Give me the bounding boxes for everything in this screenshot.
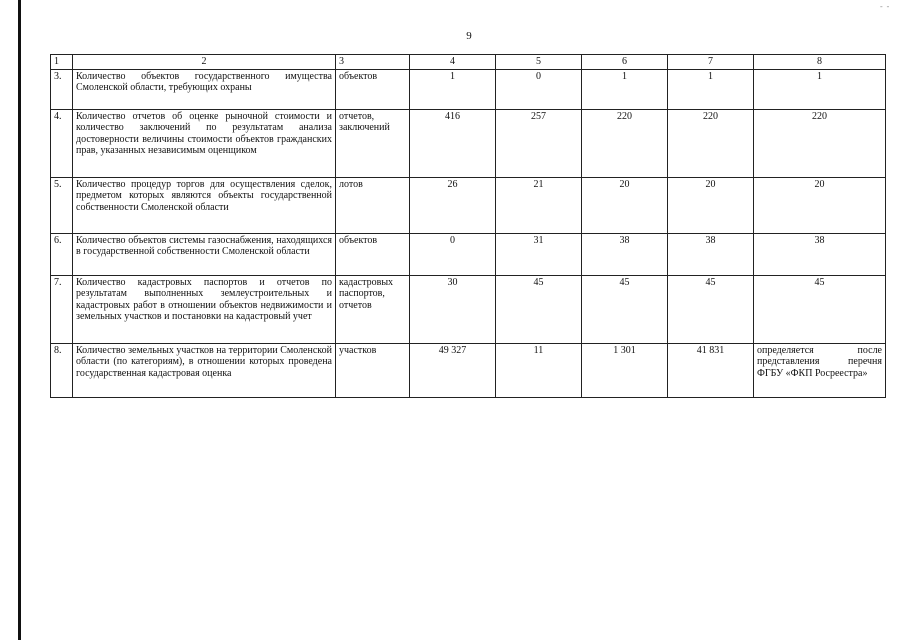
- unit-of-measure: лотов: [336, 177, 410, 233]
- column-number: 8: [754, 55, 886, 70]
- page-number: 9: [466, 30, 472, 42]
- value-cell: 0: [496, 69, 582, 109]
- note-word: определяется: [757, 344, 814, 356]
- indicator-description: Количество отчетов об оценке рыночной стоимости и количество заключений по результатам анализа достоверности величины стоимости объектов гражданских прав, указанных независимым оценщиком: [73, 109, 336, 177]
- value-cell: 1 301: [582, 343, 668, 397]
- value-cell: 26: [410, 177, 496, 233]
- value-cell: 1: [582, 69, 668, 109]
- value-cell: 257: [496, 109, 582, 177]
- table-row: [51, 109, 886, 177]
- table-row: [51, 275, 886, 343]
- column-number: 7: [668, 55, 754, 70]
- value-cell: 49 327: [410, 343, 496, 397]
- indicator-description: Количество земельных участков на территории Смоленской области (по категориям), в отношении которых проведена государственная кадастровая оценка: [73, 343, 336, 397]
- value-cell: 45: [582, 275, 668, 343]
- value-cell: 45: [668, 275, 754, 343]
- row-index: 5.: [51, 177, 73, 233]
- value-cell: 45: [496, 275, 582, 343]
- row-index: 6.: [51, 233, 73, 275]
- value-cell: 38: [668, 233, 754, 275]
- row-index: 7.: [51, 275, 73, 343]
- unit-of-measure: объектов: [336, 69, 410, 109]
- unit-of-measure: объектов: [336, 233, 410, 275]
- value-cell: 30: [410, 275, 496, 343]
- value-cell: 45: [754, 275, 886, 343]
- note-text: представления перечня ФГБУ «ФКП Росреестра»: [757, 356, 882, 379]
- corner-marks: - -: [880, 2, 891, 11]
- indicators-table: [50, 54, 886, 398]
- indicator-description: Количество процедур торгов для осуществления сделок, предметом которых являются объекты государственной собственности Смоленской области: [73, 177, 336, 233]
- value-cell: 20: [668, 177, 754, 233]
- value-cell: 220: [754, 109, 886, 177]
- unit-of-measure: кадастровых паспортов, отчетов: [336, 275, 410, 343]
- value-cell: 416: [410, 109, 496, 177]
- column-number: 6: [582, 55, 668, 70]
- value-cell: 220: [668, 109, 754, 177]
- value-cell: 0: [410, 233, 496, 275]
- value-cell: 11: [496, 343, 582, 397]
- row-index: 4.: [51, 109, 73, 177]
- value-cell: 1: [668, 69, 754, 109]
- column-number: 4: [410, 55, 496, 70]
- note-cell: [754, 343, 886, 397]
- value-cell: 38: [754, 233, 886, 275]
- table-row: [51, 233, 886, 275]
- column-number: 1: [51, 55, 73, 70]
- indicator-description: Количество объектов системы газоснабжения, находящихся в государственной собственности Смоленской области: [73, 233, 336, 275]
- column-number: 3: [336, 55, 410, 70]
- value-cell: 20: [582, 177, 668, 233]
- note-first-line: [757, 345, 882, 357]
- value-cell: 1: [410, 69, 496, 109]
- row-index: 8.: [51, 343, 73, 397]
- row-index: 3.: [51, 69, 73, 109]
- column-number: 5: [496, 55, 582, 70]
- column-number-row: [51, 55, 886, 70]
- value-cell: 38: [582, 233, 668, 275]
- unit-of-measure: отчетов, заключений: [336, 109, 410, 177]
- table-row: [51, 69, 886, 109]
- value-cell: 41 831: [668, 343, 754, 397]
- left-margin-rule: [18, 0, 21, 640]
- value-cell: 220: [582, 109, 668, 177]
- indicator-description: Количество кадастровых паспортов и отчетов по результатам выполненных землеустроительных и кадастровых работ в отношении объектов недвижимости и земельных участков и постановки на кадастровый учет: [73, 275, 336, 343]
- value-cell: 21: [496, 177, 582, 233]
- column-number: 2: [73, 55, 336, 70]
- value-cell: 31: [496, 233, 582, 275]
- value-cell: 1: [754, 69, 886, 109]
- unit-of-measure: участков: [336, 343, 410, 397]
- table-row: [51, 177, 886, 233]
- indicator-description: Количество объектов государственного имущества Смоленской области, требующих охраны: [73, 69, 336, 109]
- table-row: [51, 343, 886, 397]
- value-cell: 20: [754, 177, 886, 233]
- note-word: после: [857, 344, 882, 356]
